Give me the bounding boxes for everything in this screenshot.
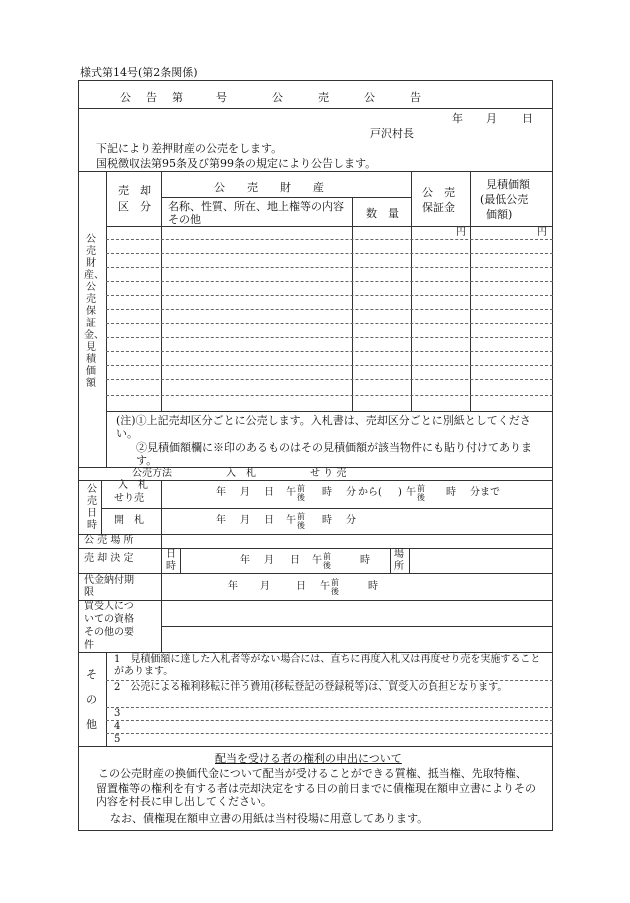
other-item-5: 5 [114, 734, 121, 745]
issuer: 戸沢村長 [370, 127, 414, 140]
form-number: 様式第14号(第2条関係) [80, 66, 198, 79]
method-tender: 入 札 [226, 468, 256, 479]
decision-label: 売 却 決 定 [84, 553, 134, 564]
side-label-property: 公売財産、公売保証金、見積価額 [84, 234, 104, 389]
decision-place: 場 [394, 549, 404, 560]
date-year: 年 [452, 112, 463, 125]
intro-line-1: 下記により差押財産の公売をします。 [96, 142, 283, 155]
date-day: 日 [522, 112, 533, 125]
col-estimate: 見積価額 [486, 178, 530, 191]
col-property-desc: 名称、性質、所在、地上権等の内容その他 [168, 200, 344, 226]
col-quantity: 数 量 [366, 207, 399, 220]
buyer-req-label: 買受人につ [84, 601, 134, 612]
col-sale-unit: 売 却 [118, 184, 151, 197]
date-month: 月 [486, 112, 497, 125]
col-deposit: 公 売 [422, 186, 455, 199]
footer-line-1: この公売財産の換価代金について配当が受けることができる質権、抵当権、先取特権、 [98, 767, 527, 780]
note-1: (注)①上記売却区分ごとに公売します。入札書は、売却区分ごとに別紙としてください。 [116, 414, 531, 440]
footer-heading: 配当を受ける者の権利の申出について [215, 752, 402, 765]
schedule-side-label: 公売日時 [87, 484, 97, 531]
footer-line-2: 留置権等の権利を有する者は売却決定をする日の前日までに債権現在額申立書によりその内容を村長に申し出してください。 [96, 782, 536, 808]
decision-day-time: 日 [166, 549, 176, 560]
other-item-1: 1 見積価額に達した入札者等がない場合には、直ちに再度入札又は再度せり売を実施することがあります。 [114, 654, 541, 677]
other-item-2: 2 公売による権利移転に伴う費用(移転登記の登録税等)は、買受人の負担となります。 [114, 682, 508, 693]
other-item-4: 4 [114, 721, 121, 732]
method-auction: せ り 売 [310, 468, 347, 479]
other-item-3: 3 [114, 708, 121, 719]
col-property: 公 売 財 産 [214, 181, 324, 194]
schedule-row2-label: 開 札 [114, 515, 144, 526]
venue-label: 公 売 場 所 [84, 535, 134, 546]
yen-deposit: 円 [456, 227, 466, 238]
yen-estimate: 円 [537, 227, 547, 238]
payment-label: 代金納付期 [84, 575, 134, 586]
footer-line-3: なお、債権現在額申立書の用紙は当村役場に用意してあります。 [110, 812, 429, 825]
method-label: 公売方法 [132, 468, 172, 479]
note-2: ②見積価額欄に※印のあるものはその見積価額が該当物件にも貼り付けてあります。 [136, 441, 532, 467]
schedule-row1-label: 入 札 [118, 480, 148, 491]
intro-line-2: 国税徴収法第95条及び第99条の規定により公告します。 [96, 157, 377, 170]
